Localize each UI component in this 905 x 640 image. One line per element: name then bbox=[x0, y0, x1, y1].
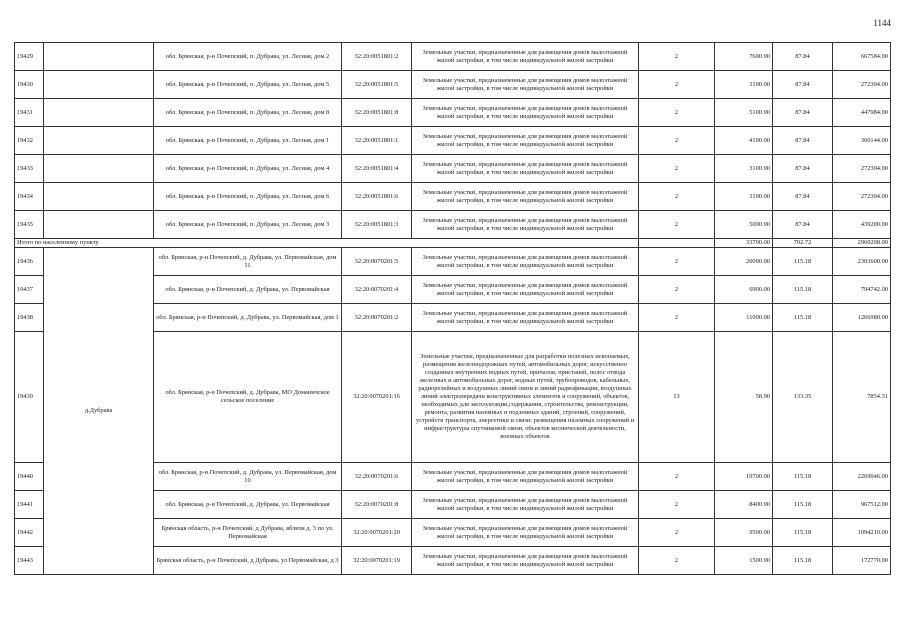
table-row bbox=[15, 155, 891, 183]
record-number: 19439 bbox=[15, 332, 44, 463]
land-register-table bbox=[14, 42, 891, 575]
settlement-cell bbox=[44, 127, 154, 155]
specific-value-cell: 87.84 bbox=[773, 43, 833, 71]
cadastral-value-cell: 447984.00 bbox=[833, 99, 891, 127]
table-row bbox=[15, 99, 891, 127]
permitted-use: Земельные участки, предназначенные для размещения домов малоэтажной жилой застройки, в том числе индивидуальной жилой застройки bbox=[412, 276, 639, 304]
permitted-use: Земельные участки, предназначенные для размещения домов малоэтажной жилой застройки, в том числе индивидуальной жилой застройки bbox=[412, 519, 639, 547]
cadastral-value-cell: 967512.00 bbox=[833, 491, 891, 519]
area-cell: 5000.00 bbox=[715, 211, 773, 239]
total-cat-cell bbox=[639, 239, 715, 248]
table-row bbox=[15, 71, 891, 99]
area-cell: 4100.00 bbox=[715, 127, 773, 155]
cadastral-number: 32:20:0070201:5 bbox=[342, 248, 412, 276]
category-code: 2 bbox=[639, 211, 715, 239]
specific-value-cell: 115.18 bbox=[773, 519, 833, 547]
total-area: 33700.00 bbox=[715, 239, 773, 248]
cadastral-value-cell: 272304.00 bbox=[833, 71, 891, 99]
specific-value-cell: 87.84 bbox=[773, 183, 833, 211]
settlement-cell bbox=[44, 211, 154, 239]
table-row bbox=[15, 127, 891, 155]
record-number: 19429 bbox=[15, 43, 44, 71]
record-number: 19442 bbox=[15, 519, 44, 547]
address-cell: обл. Брянская, р-н Почепский, д. Дубрава, ул. Первомайская, дом 10 bbox=[154, 463, 342, 491]
table-row bbox=[15, 211, 891, 239]
specific-value-cell: 115.18 bbox=[773, 463, 833, 491]
permitted-use: Земельные участки, предназначенные для размещения домов малоэтажной жилой застройки, в том числе индивидуальной жилой застройки bbox=[412, 183, 639, 211]
cadastral-value-cell: 667584.00 bbox=[833, 43, 891, 71]
specific-value-cell: 87.84 bbox=[773, 155, 833, 183]
area-cell: 5100.00 bbox=[715, 99, 773, 127]
area-cell: 7600.00 bbox=[715, 43, 773, 71]
category-code: 2 bbox=[639, 71, 715, 99]
specific-value-cell: 87.84 bbox=[773, 71, 833, 99]
cadastral-number: 32:20:0051801:6 bbox=[342, 183, 412, 211]
address-cell: обл. Брянская, р-н Почепский, п. Дубрава, ул. Лесная, дом 4 bbox=[154, 155, 342, 183]
category-code: 2 bbox=[639, 276, 715, 304]
cadastral-value-cell: 7854.31 bbox=[833, 332, 891, 463]
address-cell: обл. Брянская, р-н Почепский, п. Дубрава, ул. Лесная, дом 6 bbox=[154, 183, 342, 211]
table-body-total bbox=[15, 239, 891, 248]
cadastral-number: 32:20:0051801:3 bbox=[342, 211, 412, 239]
cadastral-number: 32:20:0070201:8 bbox=[342, 491, 412, 519]
total-value: 2960208.00 bbox=[833, 239, 891, 248]
table-row bbox=[15, 183, 891, 211]
area-cell: 3100.00 bbox=[715, 71, 773, 99]
permitted-use: Земельные участки, предназначенные для размещения домов малоэтажной жилой застройки, в том числе индивидуальной жилой застройки bbox=[412, 491, 639, 519]
cadastral-value-cell: 2303600.00 bbox=[833, 248, 891, 276]
cadastral-number: 32:20:0051801:4 bbox=[342, 155, 412, 183]
cadastral-value-cell: 1266980.00 bbox=[833, 304, 891, 332]
table-row bbox=[15, 248, 891, 276]
address-cell: обл. Брянская, р-н Почепский, п. Дубрава, ул. Лесная, дом 3 bbox=[154, 211, 342, 239]
category-code: 2 bbox=[639, 491, 715, 519]
cadastral-number: 32:20:0051801:2 bbox=[342, 43, 412, 71]
specific-value-cell: 115.18 bbox=[773, 491, 833, 519]
address-cell: обл. Брянская, р-н Почепский, п. Дубрава, ул. Лесная, дом 2 bbox=[154, 43, 342, 71]
area-cell: 3100.00 bbox=[715, 155, 773, 183]
address-cell: обл. Брянская, р-н Почепский, п. Дубрава, ул. Лесная, дом 8 bbox=[154, 99, 342, 127]
specific-value-cell: 115.18 bbox=[773, 248, 833, 276]
area-cell: 6900.00 bbox=[715, 276, 773, 304]
permitted-use: Земельные участки, предназначенные для размещения домов малоэтажной жилой застройки, в том числе индивидуальной жилой застройки bbox=[412, 155, 639, 183]
category-code: 2 bbox=[639, 248, 715, 276]
permitted-use: Земельные участки, предназначенные для разработки полезных ископаемых, размещения железнодорожных путей, автомобильных дорог, искусственно созданных внутренних водных путей, причалов, пристаней, полос отвода железных и автомобильных дорог, водных путей, трубопроводов, кабельных, радиорелейных и воздушных линий связи и линий радиофикации, воздушных линий электропередачи конструктивных элементов и сооружений, объектов, необходимых для эксплуатации,содержания, строительства, реконструкции, ремонта, развития наземных и подземных зданий, строений, сооружений, устройств транспорта, энергетики и связи; размещения наземных сооружений и инфраструктуры спутниковой связи, объектов космической деятельности, военных объектов bbox=[412, 332, 639, 463]
total-label: Итого по населенному пункту bbox=[15, 239, 639, 248]
table-body-part-b bbox=[15, 248, 891, 575]
category-code: 2 bbox=[639, 43, 715, 71]
address-cell: обл. Брянская, р-н Почепский, д. Дубрава, ул. Первомайская bbox=[154, 276, 342, 304]
cadastral-value-cell: 439200.00 bbox=[833, 211, 891, 239]
permitted-use: Земельные участки, предназначенные для размещения домов малоэтажной жилой застройки, в том числе индивидуальной жилой застройки bbox=[412, 71, 639, 99]
area-cell: 3100.00 bbox=[715, 183, 773, 211]
record-number: 19431 bbox=[15, 99, 44, 127]
category-code: 2 bbox=[639, 99, 715, 127]
cadastral-number: 32:20:0070201:4 bbox=[342, 276, 412, 304]
total-rate: 702.72 bbox=[773, 239, 833, 248]
permitted-use: Земельные участки, предназначенные для размещения домов малоэтажной жилой застройки, в том числе индивидуальной жилой застройки bbox=[412, 304, 639, 332]
address-cell: обл. Брянская, р-н Почепский, д. Дубрава, ул. Первомайская bbox=[154, 491, 342, 519]
cadastral-number: 32:20:0070201:6 bbox=[342, 463, 412, 491]
cadastral-value-cell: 272304.00 bbox=[833, 155, 891, 183]
permitted-use: Земельные участки, предназначенные для размещения домов малоэтажной жилой застройки, в том числе индивидуальной жилой застройки bbox=[412, 211, 639, 239]
record-number: 19434 bbox=[15, 183, 44, 211]
record-number: 19433 bbox=[15, 155, 44, 183]
record-number: 19435 bbox=[15, 211, 44, 239]
cadastral-number: 32:20:0070201:16 bbox=[342, 332, 412, 463]
cadastral-value-cell: 172770.00 bbox=[833, 547, 891, 575]
settlement-cell bbox=[44, 99, 154, 127]
specific-value-cell: 87.84 bbox=[773, 99, 833, 127]
settlement-cell bbox=[44, 183, 154, 211]
area-cell: 9500.00 bbox=[715, 519, 773, 547]
table-row bbox=[15, 43, 891, 71]
permitted-use: Земельные участки, предназначенные для размещения домов малоэтажной жилой застройки, в том числе индивидуальной жилой застройки bbox=[412, 547, 639, 575]
record-number: 19440 bbox=[15, 463, 44, 491]
area-cell: 1500.00 bbox=[715, 547, 773, 575]
cadastral-number: 32:20:0051801:1 bbox=[342, 127, 412, 155]
area-cell: 20000.00 bbox=[715, 248, 773, 276]
table-body-part-a bbox=[15, 43, 891, 239]
specific-value-cell: 115.18 bbox=[773, 276, 833, 304]
category-code: 2 bbox=[639, 463, 715, 491]
total-row bbox=[15, 239, 891, 248]
category-code: 2 bbox=[639, 304, 715, 332]
record-number: 19432 bbox=[15, 127, 44, 155]
address-cell: обл. Брянская, р-н Почепский, п. Дубрава, ул. Лесная, дом 1 bbox=[154, 127, 342, 155]
category-code: 2 bbox=[639, 519, 715, 547]
cadastral-value-cell: 2269046.00 bbox=[833, 463, 891, 491]
cadastral-value-cell: 272304.00 bbox=[833, 183, 891, 211]
specific-value-cell: 133.35 bbox=[773, 332, 833, 463]
specific-value-cell: 115.18 bbox=[773, 304, 833, 332]
area-cell: 58.90 bbox=[715, 332, 773, 463]
settlement-name: д.Дубрава bbox=[44, 248, 154, 575]
page-number: 1144 bbox=[873, 18, 891, 28]
record-number: 19441 bbox=[15, 491, 44, 519]
area-cell: 11000.00 bbox=[715, 304, 773, 332]
category-code: 2 bbox=[639, 155, 715, 183]
specific-value-cell: 87.84 bbox=[773, 211, 833, 239]
record-number: 19436 bbox=[15, 248, 44, 276]
record-number: 19438 bbox=[15, 304, 44, 332]
cadastral-value-cell: 360144.00 bbox=[833, 127, 891, 155]
category-code: 2 bbox=[639, 547, 715, 575]
address-cell: обл. Брянская, р-н Почепский, д. Дубрава, МО Доманичское сельское поселение bbox=[154, 332, 342, 463]
cadastral-number: 32:20:0051801:8 bbox=[342, 99, 412, 127]
permitted-use: Земельные участки, предназначенные для размещения домов малоэтажной жилой застройки, в том числе индивидуальной жилой застройки bbox=[412, 127, 639, 155]
area-cell: 8400.00 bbox=[715, 491, 773, 519]
cadastral-value-cell: 794742.00 bbox=[833, 276, 891, 304]
address-cell: обл. Брянская, р-н Почепский, д. Дубрава, ул. Первомайская, дом 1 bbox=[154, 304, 342, 332]
cadastral-number: 32:20:0070201:19 bbox=[342, 547, 412, 575]
address-cell: Брянская область, р-н Почепский, д Дубрава, вблизи д. 3 по ул. Первомайская bbox=[154, 519, 342, 547]
category-code: 2 bbox=[639, 127, 715, 155]
address-cell: обл. Брянская, р-н Почепский, п. Дубрава, ул. Лесная, дом 5 bbox=[154, 71, 342, 99]
specific-value-cell: 87.84 bbox=[773, 127, 833, 155]
settlement-cell bbox=[44, 43, 154, 71]
permitted-use: Земельные участки, предназначенные для размещения домов малоэтажной жилой застройки, в том числе индивидуальной жилой застройки bbox=[412, 248, 639, 276]
record-number: 19437 bbox=[15, 276, 44, 304]
permitted-use: Земельные участки, предназначенные для размещения домов малоэтажной жилой застройки, в том числе индивидуальной жилой застройки bbox=[412, 99, 639, 127]
settlement-cell bbox=[44, 71, 154, 99]
permitted-use: Земельные участки, предназначенные для размещения домов малоэтажной жилой застройки, в том числе индивидуальной жилой застройки bbox=[412, 43, 639, 71]
record-number: 19430 bbox=[15, 71, 44, 99]
address-cell: обл. Брянская, р-н Почепский, д. Дубрава, ул. Первомайская, дом 11 bbox=[154, 248, 342, 276]
cadastral-number: 32:20:0070201:20 bbox=[342, 519, 412, 547]
cadastral-number: 32:20:0070201:2 bbox=[342, 304, 412, 332]
record-number: 19443 bbox=[15, 547, 44, 575]
category-code: 13 bbox=[639, 332, 715, 463]
cadastral-number: 32:20:0051801:5 bbox=[342, 71, 412, 99]
category-code: 2 bbox=[639, 183, 715, 211]
address-cell: Брянская область, р-н Почепский, д Дубрава, ул Первомайская, д 3 bbox=[154, 547, 342, 575]
settlement-cell bbox=[44, 155, 154, 183]
cadastral-value-cell: 1094210.00 bbox=[833, 519, 891, 547]
specific-value-cell: 115.18 bbox=[773, 547, 833, 575]
area-cell: 19700.00 bbox=[715, 463, 773, 491]
permitted-use: Земельные участки, предназначенные для размещения домов малоэтажной жилой застройки, в том числе индивидуальной жилой застройки bbox=[412, 463, 639, 491]
